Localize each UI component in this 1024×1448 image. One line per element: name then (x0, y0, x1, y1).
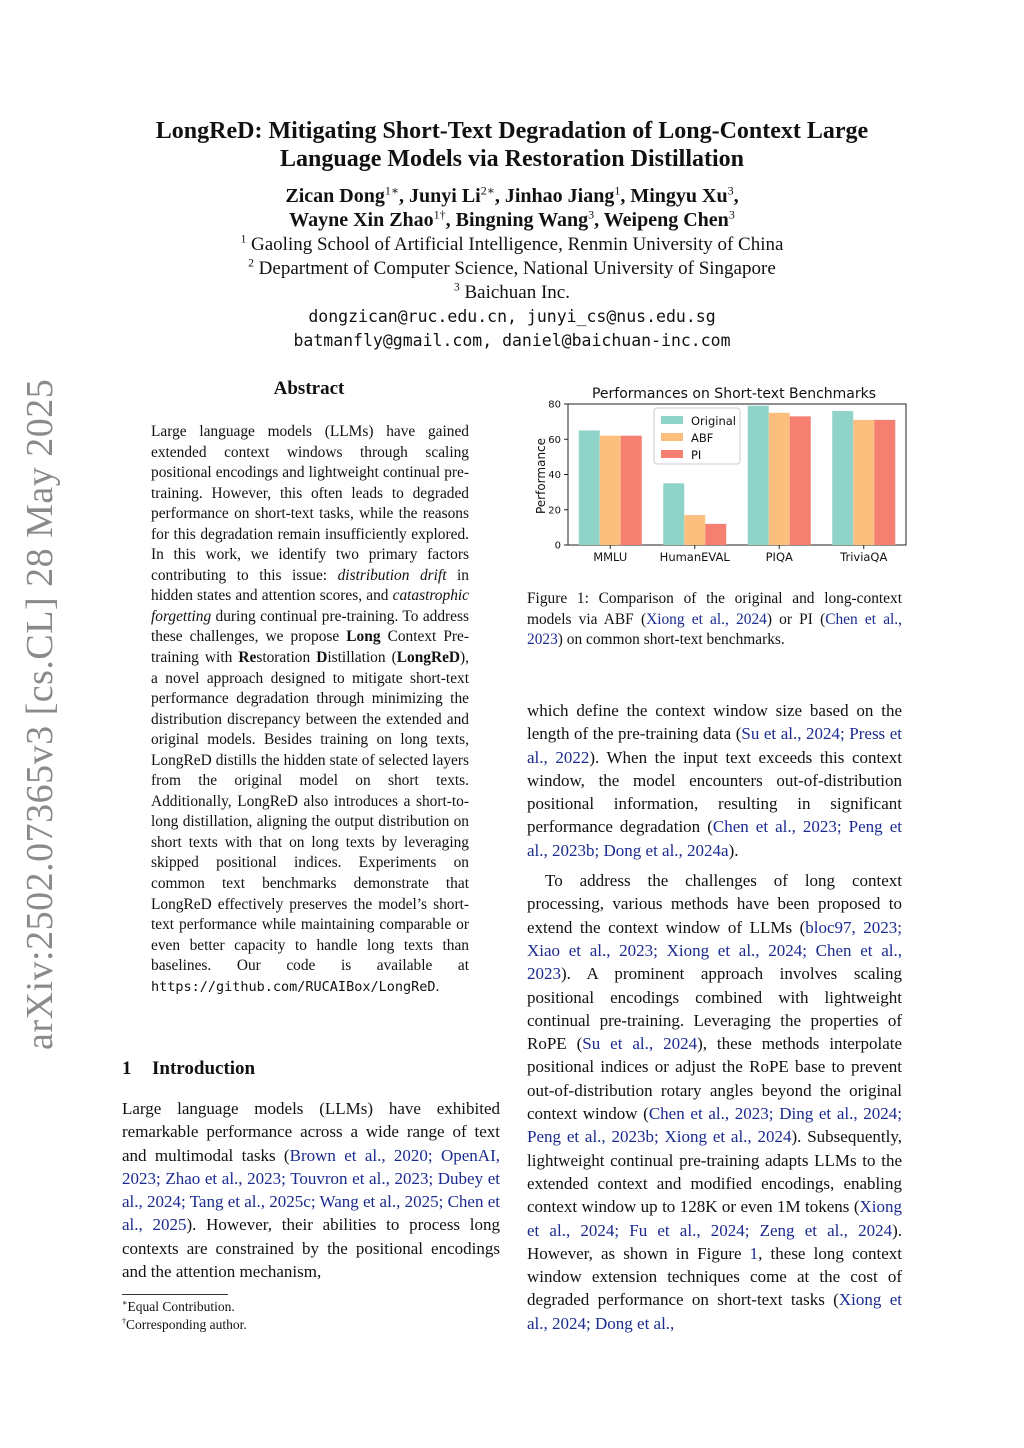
legend-swatch (661, 450, 683, 458)
x-tick-label: MMLU (593, 550, 628, 564)
legend-label: ABF (691, 431, 714, 445)
bar (853, 420, 874, 545)
author-name: Jinhao Jiang (504, 185, 615, 207)
author-line-2: Wayne Xin Zhao$^{1\dagger}$, Bingning Wang$^3$, Weipeng Chen$^3$ (289, 207, 735, 231)
y-tick-label: 0 (554, 540, 561, 552)
y-tick-label: 60 (548, 434, 561, 446)
y-axis-label: Performance (534, 437, 548, 515)
affiliation: $^1$ Gaoling School of Artificial Intelligence, Renmin University of China (240, 233, 784, 255)
bar (621, 436, 642, 545)
bar (579, 430, 600, 545)
abstract-body: Large language models (LLMs) have gained extended context windows through scaling positional encodings and lightweight continual pre-training. However, this often leads to degraded performance on short-text tasks, while the reasons for this degradation remain insufficiently explored. In this work, we identify two primary factors contributing to this issue: distribution drift in hidden states and attention scores, and catastrophic forgetting during continual pre-training. To address these challenges, we propose Long Context Pre-training with Restoration Distillation (LongReD), a novel approach designed to mitigate short-text performance degradation through minimizing the distribution discrepancy between the extended and original models. Besides training on long texts, LongReD distills the hidden state of selected layers from the original model on short texts. Additionally, LongReD also introduces a short-to-long distillation, aligning the output distribution on short texts with that on long texts by leveraging skipped positional indices. Experiments on common text benchmarks demonstrate that LongReD effectively preserves the model’s short-text performance while maintaining comparable or even better capacity to handle long texts than baselines. Our code is available at https://github.com/RUCAIBox/LongReD. (151, 423, 469, 995)
chart-title: Performances on Short-text Benchmarks (591, 386, 877, 402)
paper-title (120, 117, 904, 173)
bar (705, 524, 726, 545)
citation-link[interactable]: bloc97, 2023; Xiao et al., 2023; Xiong et al., 2024; Chen et al., 2023 (527, 917, 902, 984)
x-tick-label: HumanEVAL (659, 550, 730, 564)
footnote: ∗Equal Contribution. (122, 1298, 235, 1314)
paragraph: To address the challenges of long context processing, various methods have been proposed to extend the context window of LLMs (bloc97, 2023; Xiao et al., 2023; Xiong et al., 2024; Chen et al., 2023). A prominent approach involves scaling positional encodings combined with lightweight continual pre-training. Leveraging the properties of RoPE (Su et al., 2024), these methods interpolate positional indices or adjust the RoPE base to prevent out-of-distribution rotary angles beyond the original context window (Chen et al., 2023; Ding et al., 2024; Peng et al., 2023b; Xiong et al., 2024). Subsequently, lightweight continual pre-training adapts LLMs to the extended context and modified encodings, enabling context window up to 128K or even 1M tokens (Xiong et al., 2024; Fu et al., 2024; Zeng et al., 2024). However, as shown in Figure 1, these long context window extension techniques come at the cost of degraded performance on short-text tasks (Xiong et al., 2024; Dong et al., (527, 871, 903, 1333)
y-tick-label: 40 (548, 470, 561, 481)
citation-link[interactable]: Chen et al., 2023 (527, 610, 902, 648)
bar-chart (530, 380, 910, 570)
author-name: Mingyu Xu (630, 185, 728, 207)
emails (120, 305, 904, 353)
legend-swatch (661, 416, 683, 424)
right-column-text (527, 699, 902, 1335)
citation-link[interactable]: Xiong et al., 2024; Fu et al., 2024; Zeng et al., 2024 (527, 1197, 902, 1240)
legend-swatch (661, 433, 683, 441)
x-tick-label: PIQA (765, 550, 793, 564)
figure-caption: Figure 1: Comparison of the original and long-context models via ABF (Xiong et al., 2024) or PI (Chen et al., 2023) on common short-text benchmarks. (527, 590, 902, 648)
email-line: batmanfly@gmail.com, daniel@baichuan-inc.com (293, 331, 731, 350)
bar (790, 416, 811, 545)
affiliation: $^3$ Baichuan Inc. (454, 281, 570, 303)
bar (874, 420, 895, 545)
citation-link[interactable]: Su et al., 2024 (582, 1034, 698, 1054)
section-heading: 1 Introduction (122, 1058, 256, 1079)
title-line-1: LongReD: Mitigating Short-Text Degradation of Long-Context Large (155, 118, 869, 144)
bar (769, 413, 790, 545)
y-tick-label: 20 (548, 505, 561, 517)
bar (600, 436, 621, 545)
abstract-heading: Abstract (273, 378, 345, 399)
citation-link[interactable]: Su et al., 2024; Press et al., 2022 (527, 724, 902, 767)
paragraph: which define the context window size based on the length of the pre-training data (Su et al., 2024; Press et al., 2022). When the input text exceeds this context window, the model encounters out-of-distribution positional information, resulting in significant performance degradation (Chen et al., 2023; Peng et al., 2023b; Dong et al., 2024a). (527, 701, 902, 860)
y-tick-label: 80 (548, 399, 561, 411)
legend-label: Original (691, 414, 737, 428)
citation-link[interactable]: Xiong et al., 2024 (646, 610, 767, 628)
bar (748, 406, 769, 545)
x-tick-label: TriviaQA (840, 550, 888, 564)
figure-ref-link[interactable]: 1 (749, 1243, 759, 1263)
code-link[interactable]: https://github.com/RUCAIBox/LongReD (151, 978, 436, 995)
citation-link[interactable]: Xiong et al., 2024; Dong et al., (527, 1290, 902, 1333)
citation-link[interactable]: Brown et al., 2020; OpenAI, 2023; Zhao et al., 2023; Touvron et al., 2023; Dubey et al., 2024; Tang et al., 2025c; Wang et al., 2025; Chen et al., 2025 (122, 1145, 500, 1235)
affiliation: $^2$ Department of Computer Science, National University of Singapore (248, 257, 776, 279)
bar (832, 411, 853, 545)
intro-paragraph: Large language models (LLMs) have exhibited remarkable performance across a wide range of text and multimodal tasks (Brown et al., 2020; OpenAI, 2023; Zhao et al., 2023; Touvron et al., 2023; Dubey et al., 2024; Tang et al., 2025c; Wang et al., 2025; Chen et al., 2025). However, their abilities to process long contexts are constrained by the positional encodings and the attention mechanism, (122, 1099, 500, 1282)
bar (663, 483, 684, 545)
author-name: Bingning Wang (455, 209, 589, 231)
citation-link[interactable]: Chen et al., 2023; Peng et al., 2023b; Dong et al., 2024a (527, 817, 902, 860)
citation-link[interactable]: Chen et al., 2023; Ding et al., 2024; Peng et al., 2023b; Xiong et al., 2024 (527, 1104, 903, 1147)
author-name: Junyi Li (409, 185, 481, 207)
email-line: dongzican@ruc.edu.cn, junyi_cs@nus.edu.sg (308, 307, 716, 326)
legend-label: PI (691, 448, 702, 462)
author-name: Weipeng Chen (603, 209, 729, 231)
arxiv-side-label: arXiv:2502.07365v3 [cs.CL] 28 May 2025 (19, 378, 61, 1050)
author-name: Zican Dong (285, 185, 385, 207)
author-list (120, 184, 904, 232)
title-line-2: Language Models via Restoration Distillation (279, 146, 744, 172)
footnote-divider (122, 1294, 228, 1295)
author-line-1: Zican Dong$^{1∗}$, Junyi $Li^{2∗}$, Jinhao Jiang$^1$, Mingyu Xu$^3$, (285, 183, 739, 207)
author-name: Wayne Xin Zhao (289, 209, 434, 231)
bar (684, 515, 705, 545)
affiliations (120, 233, 904, 305)
footnote: †Corresponding author. (122, 1316, 247, 1332)
